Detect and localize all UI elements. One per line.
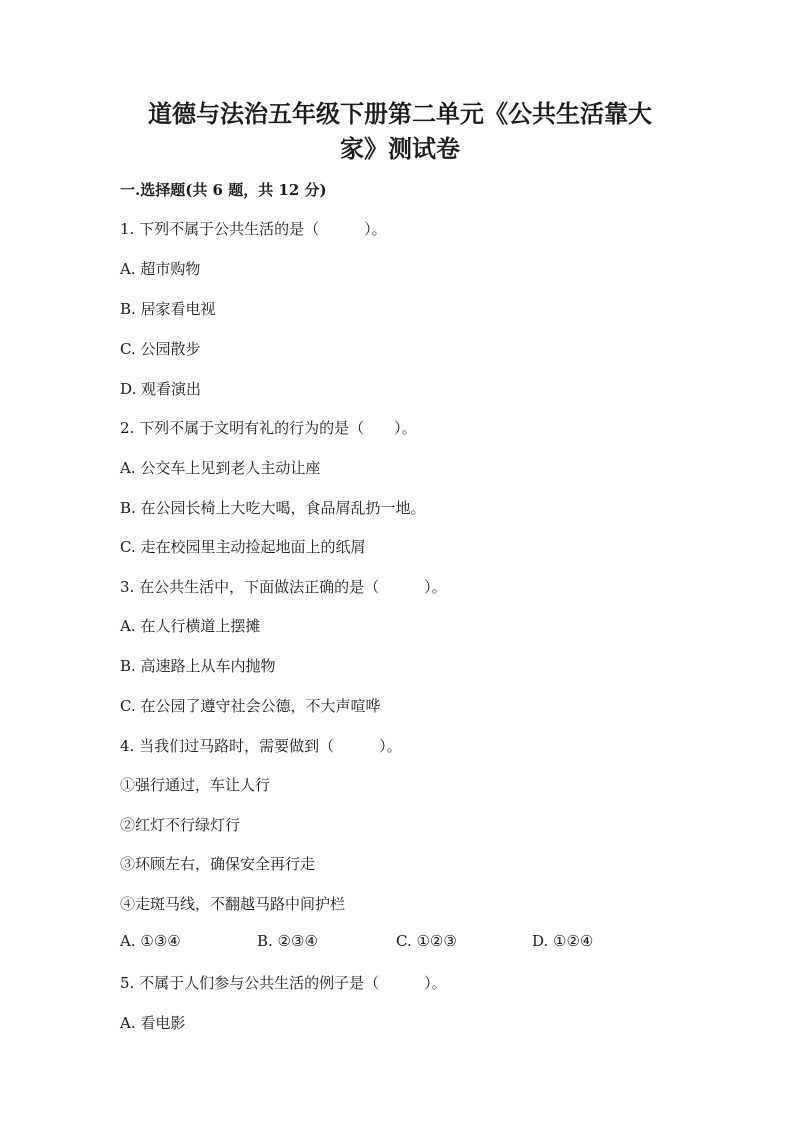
question-4-statement-3: ③环顾左右，确保安全再行走: [120, 855, 316, 873]
question-1-option-a: A. 超市购物: [120, 260, 201, 278]
title-line-2: 家》测试卷: [340, 134, 460, 163]
question-3-option-a: A. 在人行横道上摆摊: [120, 617, 261, 635]
question-4-statement-1: ①强行通过，车让人行: [120, 776, 271, 794]
question-1-option-b: B. 居家看电视: [120, 300, 216, 318]
question-2-option-c: C. 走在校园里主动捡起地面上的纸屑: [120, 538, 366, 556]
question-4-option-b: B. ②③④: [257, 932, 318, 950]
question-1-option-d: D. 观看演出: [120, 380, 202, 398]
question-2-stem: 2. 下列不属于文明有礼的行为的是（ ）。: [120, 419, 417, 437]
question-4-statement-4: ④走斑马线，不翻越马路中间护栏: [120, 895, 346, 913]
question-4-stem: 4. 当我们过马路时，需要做到（ ）。: [120, 737, 402, 755]
question-2-option-a: A. 公交车上见到老人主动让座: [120, 459, 321, 477]
title-line-1: 道德与法治五年级下册第二单元《公共生活靠大: [148, 99, 652, 128]
question-3-stem: 3. 在公共生活中，下面做法正确的是（ ）。: [120, 578, 447, 596]
question-3-option-c: C. 在公园了遵守社会公德，不大声喧哗: [120, 697, 381, 715]
question-2-option-b: B. 在公园长椅上大吃大喝，食品屑乱扔一地。: [120, 499, 426, 517]
section-heading: 一.选择题(共 6 题，共 12 分): [120, 181, 327, 199]
question-4-option-c: C. ①②③: [396, 932, 457, 950]
question-5-option-a: A. 看电影: [120, 1014, 186, 1032]
question-5-stem: 5. 不属于人们参与公共生活的例子是（ ）。: [120, 974, 447, 992]
question-3-option-b: B. 高速路上从车内抛物: [120, 657, 276, 675]
question-4-option-a: A. ①③④: [120, 932, 181, 950]
question-1-option-c: C. 公园散步: [120, 340, 201, 358]
question-4-statement-2: ②红灯不行绿灯行: [120, 816, 241, 834]
question-4-option-d: D. ①②④: [532, 932, 594, 950]
page-title: [0, 96, 800, 166]
question-1-stem: 1. 下列不属于公共生活的是（ ）。: [120, 220, 387, 238]
